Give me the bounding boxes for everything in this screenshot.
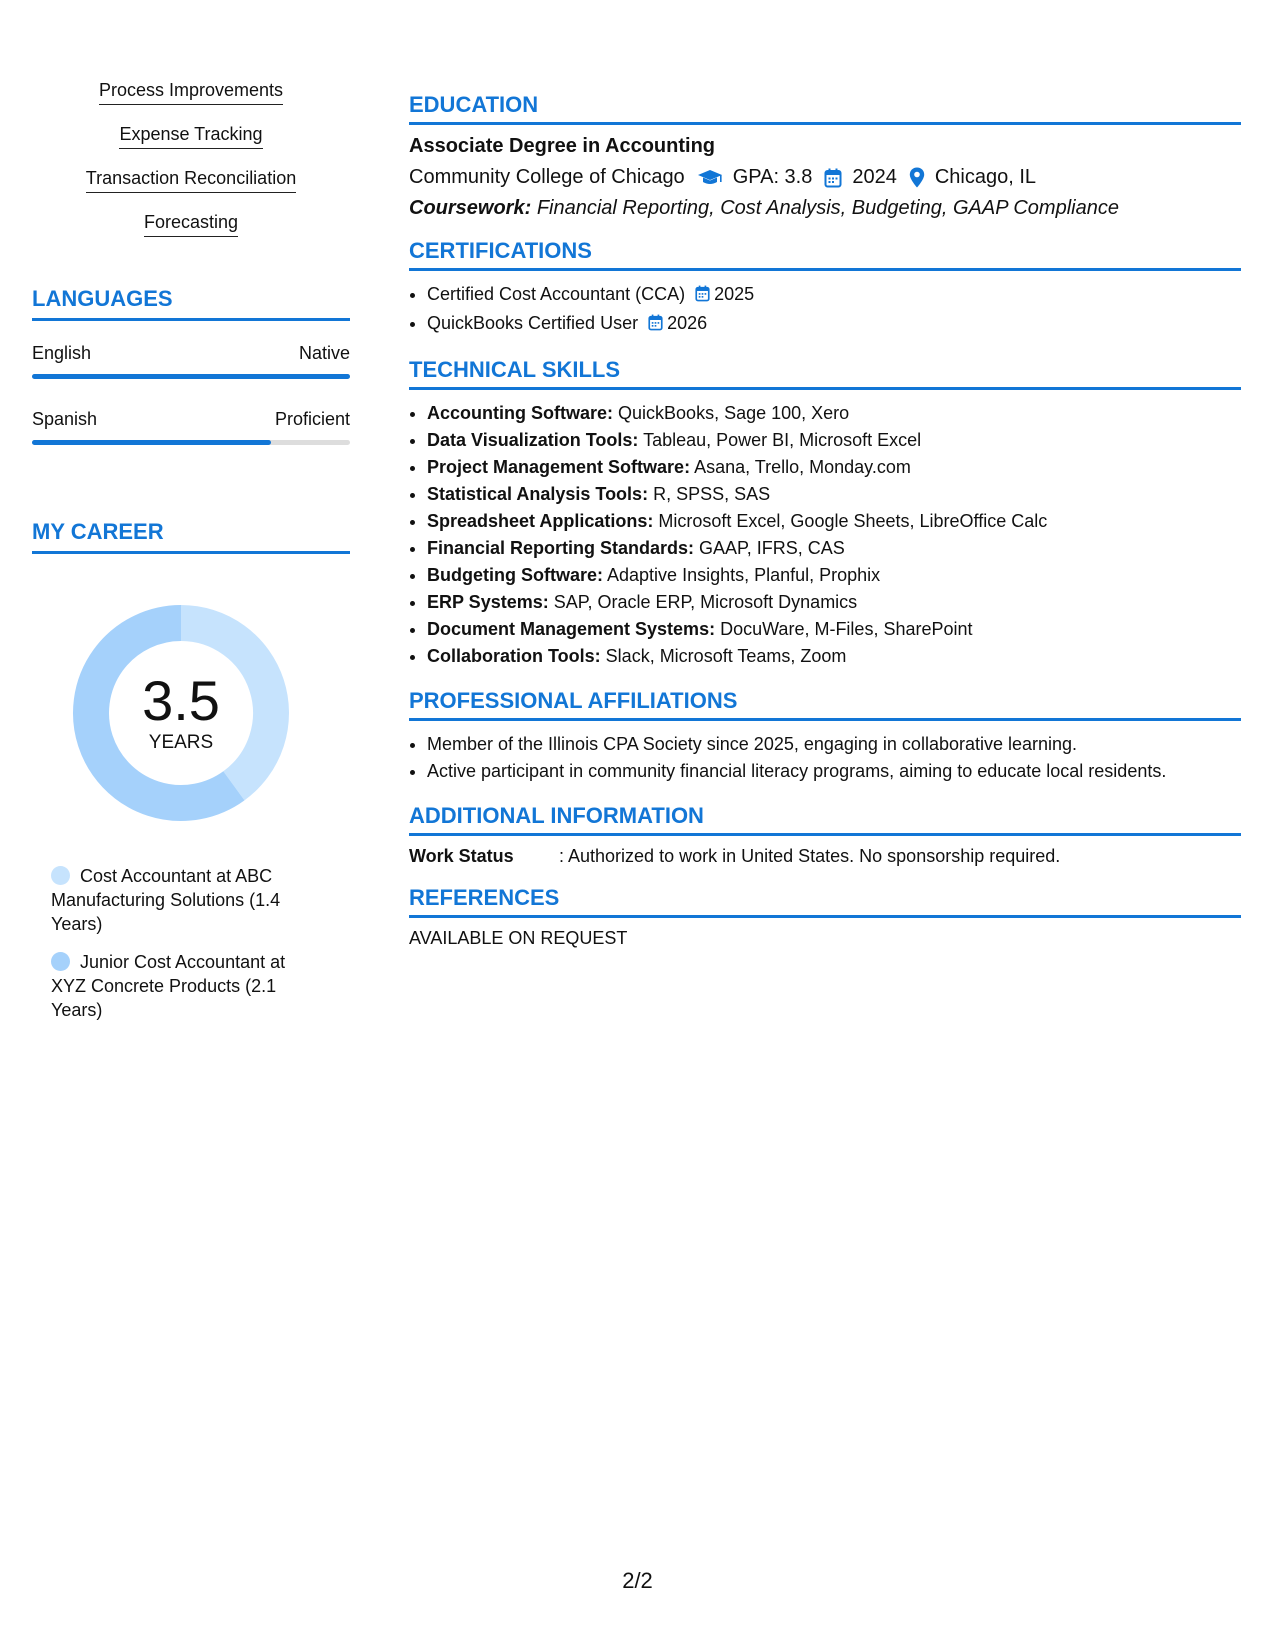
certifications-section [409, 238, 1241, 339]
left-column [32, 80, 350, 1036]
skill-category: Spreadsheet Applications: [427, 511, 654, 531]
skill-values: Asana, Trello, Monday.com [694, 457, 911, 477]
affiliation-item: • Active participant in community financial literacy programs, aiming to educate local residents. [427, 758, 1241, 785]
certifications-heading: CERTIFICATIONS [409, 238, 1241, 271]
certification-year: 2026 [667, 313, 708, 333]
affiliations-section [409, 688, 1241, 785]
technical-skill-item [427, 643, 1241, 670]
calendar-icon [695, 283, 710, 310]
certification-item [427, 281, 1241, 310]
technical-skill-item [427, 454, 1241, 481]
work-status-label: Work Status [409, 846, 514, 866]
certification-item [427, 310, 1241, 339]
school-name: Community College of Chicago [409, 166, 685, 188]
technical-skill-item [427, 400, 1241, 427]
coursework-list: Financial Reporting, Cost Analysis, Budgeting, GAAP Compliance [536, 197, 1119, 219]
skill-item: Expense Tracking [119, 124, 262, 149]
skill-values: Tableau, Power BI, Microsoft Excel [643, 430, 922, 450]
legend-dot [51, 866, 70, 885]
technical-skill-item [427, 535, 1241, 562]
skill-item: Transaction Reconciliation [86, 168, 296, 193]
technical-skills-section [409, 357, 1241, 670]
technical-skill-item [427, 616, 1241, 643]
skill-category: Accounting Software: [427, 403, 614, 423]
coursework [409, 197, 1241, 220]
career-legend-item [51, 864, 321, 936]
certification-name: Certified Cost Accountant (CCA) [427, 284, 686, 304]
skill-category: Project Management Software: [427, 457, 691, 477]
skill-category: Budgeting Software: [427, 565, 603, 585]
skill-values: SAP, Oracle ERP, Microsoft Dynamics [553, 592, 858, 612]
references-text: AVAILABLE ON REQUEST [409, 928, 628, 948]
technical-skill-item [427, 562, 1241, 589]
calendar-icon [648, 312, 663, 339]
language-bar [32, 374, 350, 379]
degree: Associate Degree in Accounting [409, 135, 715, 157]
skill-category: Statistical Analysis Tools: [427, 484, 649, 504]
coursework-label: Coursework: [409, 197, 532, 219]
skill-category: Data Visualization Tools: [427, 430, 639, 450]
work-status [409, 846, 1241, 867]
additional-info-heading: ADDITIONAL INFORMATION [409, 803, 1241, 836]
language-level: Native [298, 343, 350, 363]
skill-item: Process Improvements [99, 80, 283, 105]
gpa: GPA: 3.8 [732, 166, 813, 188]
legend-label: Junior Cost Accountant at XYZ Concrete Products (2.1 Years) [51, 952, 286, 1020]
language-item [32, 409, 350, 445]
graduation-cap-icon [697, 169, 723, 187]
language-bar [32, 440, 350, 445]
technical-skill-item [427, 481, 1241, 508]
skill-values: GAAP, IFRS, CAS [699, 538, 845, 558]
references-section [409, 885, 1241, 949]
skill-category: ERP Systems: [427, 592, 549, 612]
language-level: Proficient [274, 409, 350, 429]
education-details [409, 166, 1241, 189]
graduation-year: 2024 [852, 166, 897, 188]
skill-item: Forecasting [144, 212, 238, 237]
calendar-icon [824, 168, 842, 188]
skill-values: Slack, Microsoft Teams, Zoom [605, 646, 847, 666]
education-heading: EDUCATION [409, 92, 1241, 125]
education-section [409, 92, 1241, 220]
affiliation-item: • Member of the Illinois CPA Society since 2025, engaging in collaborative learning. [427, 731, 1241, 758]
language-bar-fill [32, 374, 350, 379]
skill-values: Adaptive Insights, Planful, Prophix [607, 565, 881, 585]
skill-category: Financial Reporting Standards: [427, 538, 695, 558]
right-column [409, 92, 1241, 967]
technical-skills-heading: TECHNICAL SKILLS [409, 357, 1241, 390]
technical-skill-item [427, 427, 1241, 454]
career-legend-item [51, 950, 321, 1022]
affiliations-heading: PROFESSIONAL AFFILIATIONS [409, 688, 1241, 721]
language-bar-fill [32, 440, 271, 445]
education-location: Chicago, IL [934, 166, 1037, 188]
language-name: English [32, 343, 92, 363]
language-name: Spanish [32, 409, 98, 429]
certification-year: 2025 [714, 284, 755, 304]
skill-values: Microsoft Excel, Google Sheets, LibreOffice Calc [658, 511, 1048, 531]
work-status-value: : Authorized to work in United States. No sponsorship required. [559, 846, 1061, 866]
technical-skill-item [427, 589, 1241, 616]
page-number: 2/2 [622, 1568, 653, 1593]
career-total: 3.5 [142, 669, 220, 732]
skill-list [32, 80, 350, 256]
legend-label: Cost Accountant at ABC Manufacturing Solutions (1.4 Years) [51, 866, 281, 934]
career-legend [51, 864, 321, 1022]
career-unit: YEARS [148, 732, 214, 753]
additional-info-section [409, 803, 1241, 867]
skill-values: QuickBooks, Sage 100, Xero [618, 403, 850, 423]
certification-name: QuickBooks Certified User [427, 313, 639, 333]
technical-skill-item [427, 508, 1241, 535]
skill-values: R, SPSS, SAS [653, 484, 771, 504]
languages-heading: LANGUAGES [32, 286, 350, 321]
skill-category: Collaboration Tools: [427, 646, 601, 666]
skill-values: DocuWare, M-Files, SharePoint [720, 619, 973, 639]
references-heading: REFERENCES [409, 885, 1241, 918]
skill-category: Document Management Systems: [427, 619, 716, 639]
career-heading: MY CAREER [32, 519, 350, 554]
language-item [32, 343, 350, 379]
career-donut [66, 598, 296, 828]
legend-dot [51, 952, 70, 971]
map-pin-icon [909, 167, 925, 188]
